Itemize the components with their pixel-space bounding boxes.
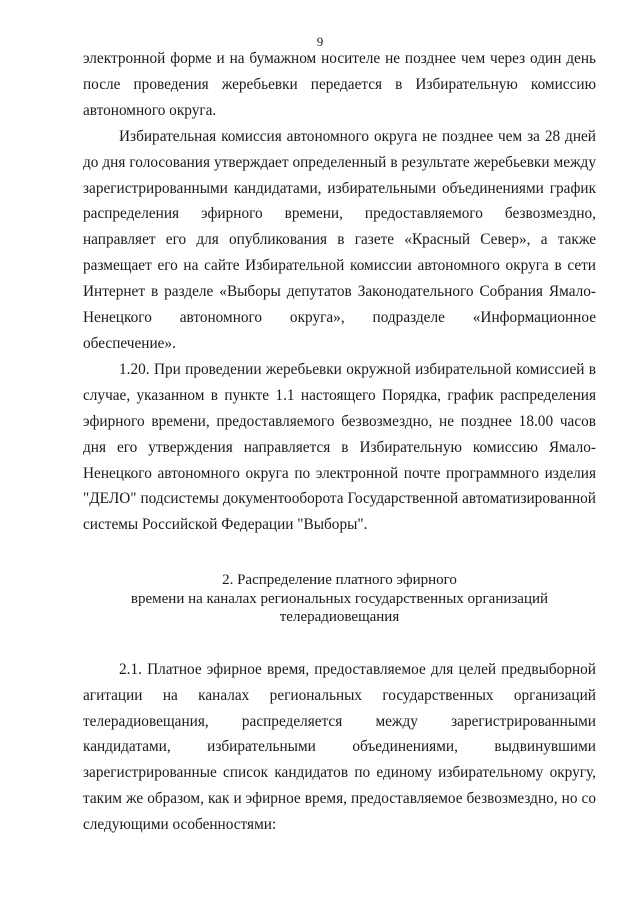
section-2-heading-line-2: времени на каналах региональных государственных организаций [130,590,549,607]
document-body [83,46,596,838]
section-2-heading [83,571,596,627]
paragraph-1-20: 1.20. При проведении жеребьевки окружной избирательной комиссией в случае, указанном в пункте 1.1 настоящего Порядка, график распределения эфирного времени, предоставляемого безвозмездно, не позднее 18.00 часов дня его утверждения направляется в Избирательную комиссию Ямало-Ненецкого автономного округа по электронной почте программного изделия "ДЕЛО" подсистемы документооборота Государственной автоматизированной системы Российской Федерации "Выборы". [83,360,596,534]
section-2-heading-line-1: 2. Распределение платного эфирного [222,572,457,589]
section-2-heading-line-3: телерадиовещания [279,609,400,626]
paragraph-continuation: электронной форме и на бумажном носителе не позднее чем через один день после проведения жеребьевки передается в Избирательную комиссию автономного округа. [83,50,596,119]
paragraph-2-1: 2.1. Платное эфирное время, предоставляемое для целей предвыборной агитации на каналах региональных государственных организаций телерадиовещания, распределяется между зарегистрированными кандидатами, избирательными объединениями, выдвинувшими зарегистрированные список кандидатов по единому избирательному округу, таким же образом, как и эфирное время, предоставляемое безвозмездно, но со следующими особенностями: [83,660,596,834]
page-number: 9 [316,34,324,49]
paragraph-schedule-approval: Избирательная комиссия автономного округа не позднее чем за 28 дней до дня голосования утверждает определенный в результате жеребьевки между зарегистрированными кандидатами, избирательными объединениями график распределения эфирного времени, предоставляемого безвозмездно, направляет его для опубликования в газете «Красный Север», а также размещает его на сайте Избирательной комиссии автономного округа в сети Интернет в разделе «Выборы депутатов Законодательного Собрания Ямало-Ненецкого автономного округа», подразделе «Информационное обеспечение». [83,127,596,352]
